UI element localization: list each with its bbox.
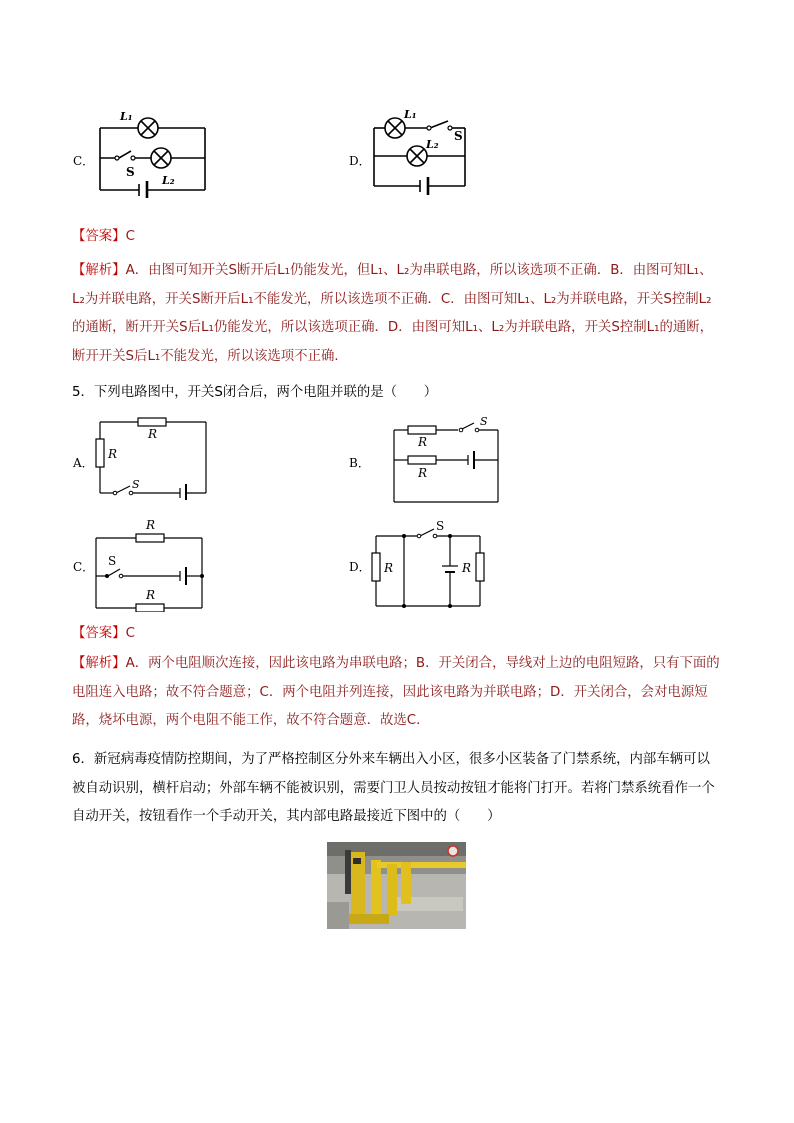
resistor-r-label: R (384, 561, 394, 575)
q4-circuit-c-diagram (95, 108, 210, 198)
answer-label: 【答案】 (72, 626, 126, 641)
resistor-r-label: R (418, 466, 428, 480)
switch-s-label: S (454, 129, 463, 143)
lamp-l1-label: L₁ (404, 108, 417, 121)
resistor-r-label: R (462, 561, 472, 575)
q5-option-a-label: A． (73, 456, 94, 470)
resistor-r-label: R (148, 427, 158, 441)
q5-option-d-label: D． (349, 560, 371, 574)
switch-s-label: S (436, 519, 445, 533)
q5-answer (72, 620, 722, 649)
lamp-l1-label: L₁ (120, 110, 133, 123)
lamp-l2-label: L₂ (426, 138, 439, 151)
switch-s-label: S (480, 415, 488, 428)
switch-s-label: S (132, 478, 140, 491)
resistor-r-label: R (418, 435, 428, 449)
q4-answer (72, 223, 722, 252)
q5-circuit-b-diagram (390, 414, 505, 506)
q5-option-b-label: B． (349, 456, 370, 470)
answer-label: 【答案】 (72, 229, 126, 244)
answer-value: C (125, 626, 135, 641)
q5-stem: 5．下列电路图中，开关S闭合后，两个电阻并联的是（ ） (72, 385, 438, 400)
analysis-text: A．两个电阻顺次连接，因此该电路为串联电路；B．开关闭合，导线对上边的电阻短路，只有下面的电阻连入电路；故不符合题意；C．两个电阻并列连接，因此该电路为并联电路；D．开关闭合，会对电源短路，烧坏电源，两个电阻不能工作，故不符合题意．故选C． (72, 656, 720, 728)
switch-s-label: S (126, 165, 135, 179)
analysis-label: 【解析】 (72, 263, 126, 278)
q5-option-c-label: C． (73, 560, 95, 574)
switch-s-label: S (108, 554, 117, 568)
analysis-label: 【解析】 (72, 656, 126, 671)
q5-circuit-a-diagram (92, 414, 212, 500)
q6-stem: 6．新冠病毒疫情防控期间，为了严格控制区分外来车辆出入小区，很多小区装备了门禁系统，内部车辆可以被自动识别，横杆启动；外部车辆不能被识别，需要门卫人员按动按钮才能将门打开。若将门禁系统看作一个自动开关，按钮看作一个手动开关，其内部电路最接近下图中的（ ） (72, 752, 715, 824)
gate-barrier-photo (327, 842, 466, 929)
q4-option-d-label: D． (349, 154, 371, 168)
q4-option-c-label: C． (73, 154, 95, 168)
q5-circuit-d-diagram (366, 518, 490, 612)
analysis-text: A．由图可知开关S断开后L₁仍能发光，但L₁、L₂为串联电路，所以该选项不正确．B．由图可知L₁、L₂为并联电路，开关S断开后L₁不能发光，所以该选项不正确．C．由图可知L₁、L₂为并联电路，开关S控制L₂的通断，断开开关S后L₁仍能发光，所以该选项正确．D．由图可知L₁、L₂为并联电路，开关S控制L₁的通断，断开开关S后L₁不能发光，所以该选项不正确． (72, 263, 714, 364)
answer-value: C (125, 229, 135, 244)
q4-circuit-d-diagram (368, 104, 478, 196)
q4-analysis (72, 257, 722, 371)
q5-circuit-c-diagram (90, 516, 208, 612)
q5-analysis (72, 650, 722, 736)
lamp-l2-label: L₂ (162, 174, 175, 187)
resistor-r-label: R (108, 447, 118, 461)
resistor-r-label: R (146, 518, 156, 532)
resistor-r-label: R (146, 588, 156, 602)
